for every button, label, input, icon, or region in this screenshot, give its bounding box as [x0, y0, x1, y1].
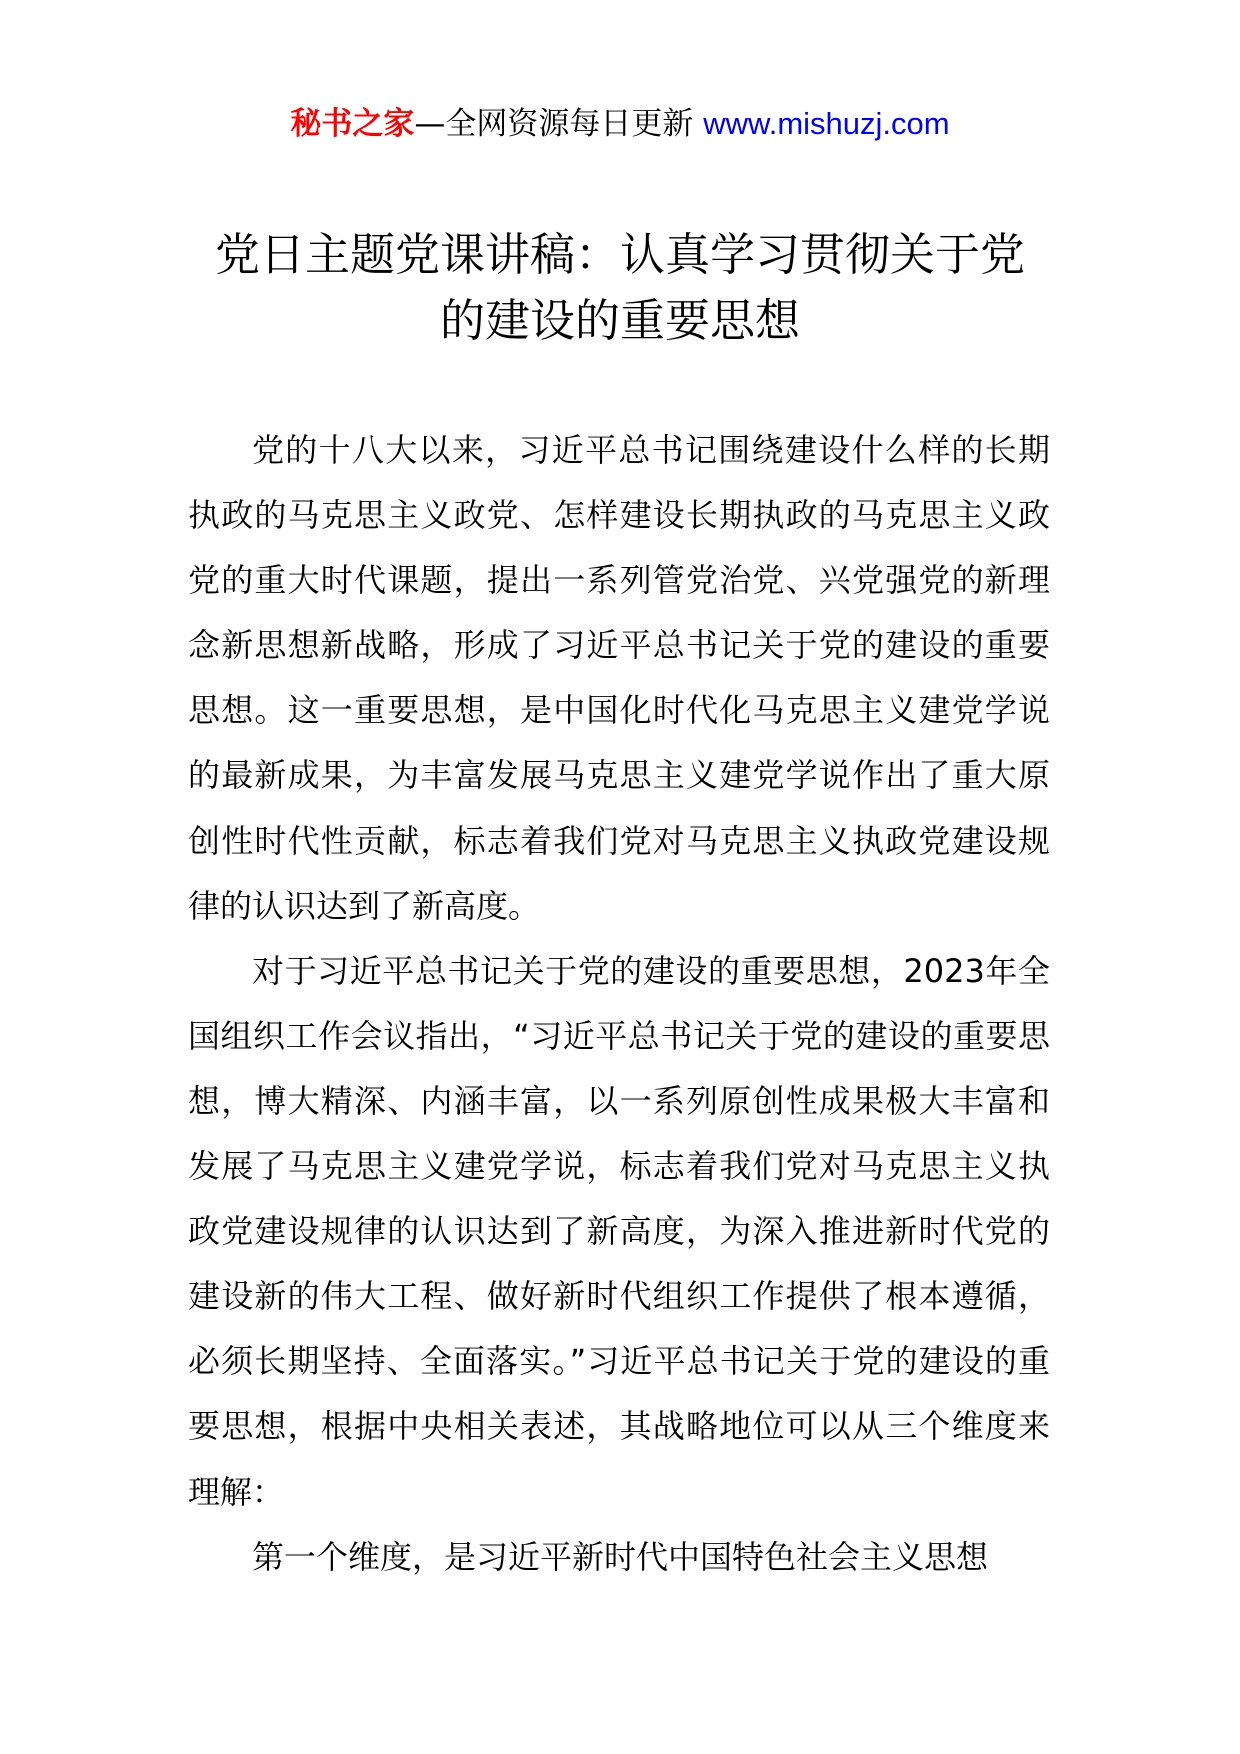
site-header: [0, 100, 1240, 148]
body-paragraph-1: 党的十八大以来，习近平总书记围绕建设什么样的长期执政的马克思主义政党、怎样建设长期执政的马克思主义政党的重大时代课题，提出一系列管党治党、兴党强党的新理念新思想新战略，形成了习近平总书记关于党的建设的重要思想。这一重要思想，是中国化时代化马克思主义建党学说的最新成果，为丰富发展马克思主义建党学说作出了重大原创性时代性贡献，标志着我们党对马克思主义执政党建设规律的认识达到了新高度。: [188, 431, 1050, 925]
body-paragraph-3: 第一个维度，是习近平新时代中国特色社会主义思想: [252, 1537, 989, 1576]
brand-name: 秘书之家: [290, 106, 415, 142]
site-url-link[interactable]: www.mishuzj.com: [703, 106, 950, 141]
title-line-2: 的建设的重要思想: [439, 294, 800, 347]
document-body: [188, 418, 1050, 1590]
document-title: [150, 222, 1090, 354]
body-paragraph-2: 对于习近平总书记关于党的建设的重要思想，2023年全国组织工作会议指出，“习近平总书记关于党的建设的重要思想，博大精深、内涵丰富，以一系列原创性成果极大丰富和发展了马克思主义建党学说，标志着我们党对马克思主义执政党建设规律的认识达到了新高度，为深入推进新时代党的建设新的伟大工程、做好新时代组织工作提供了根本遵循，必须长期坚持、全面落实。”习近平总书记关于党的建设的重要思想，根据中央相关表述，其战略地位可以从三个维度来理解：: [188, 951, 1050, 1511]
title-line-1: 党日主题党课讲稿：认真学习贯彻关于党: [214, 228, 1025, 281]
header-tagline: —全网资源每日更新: [414, 106, 704, 142]
